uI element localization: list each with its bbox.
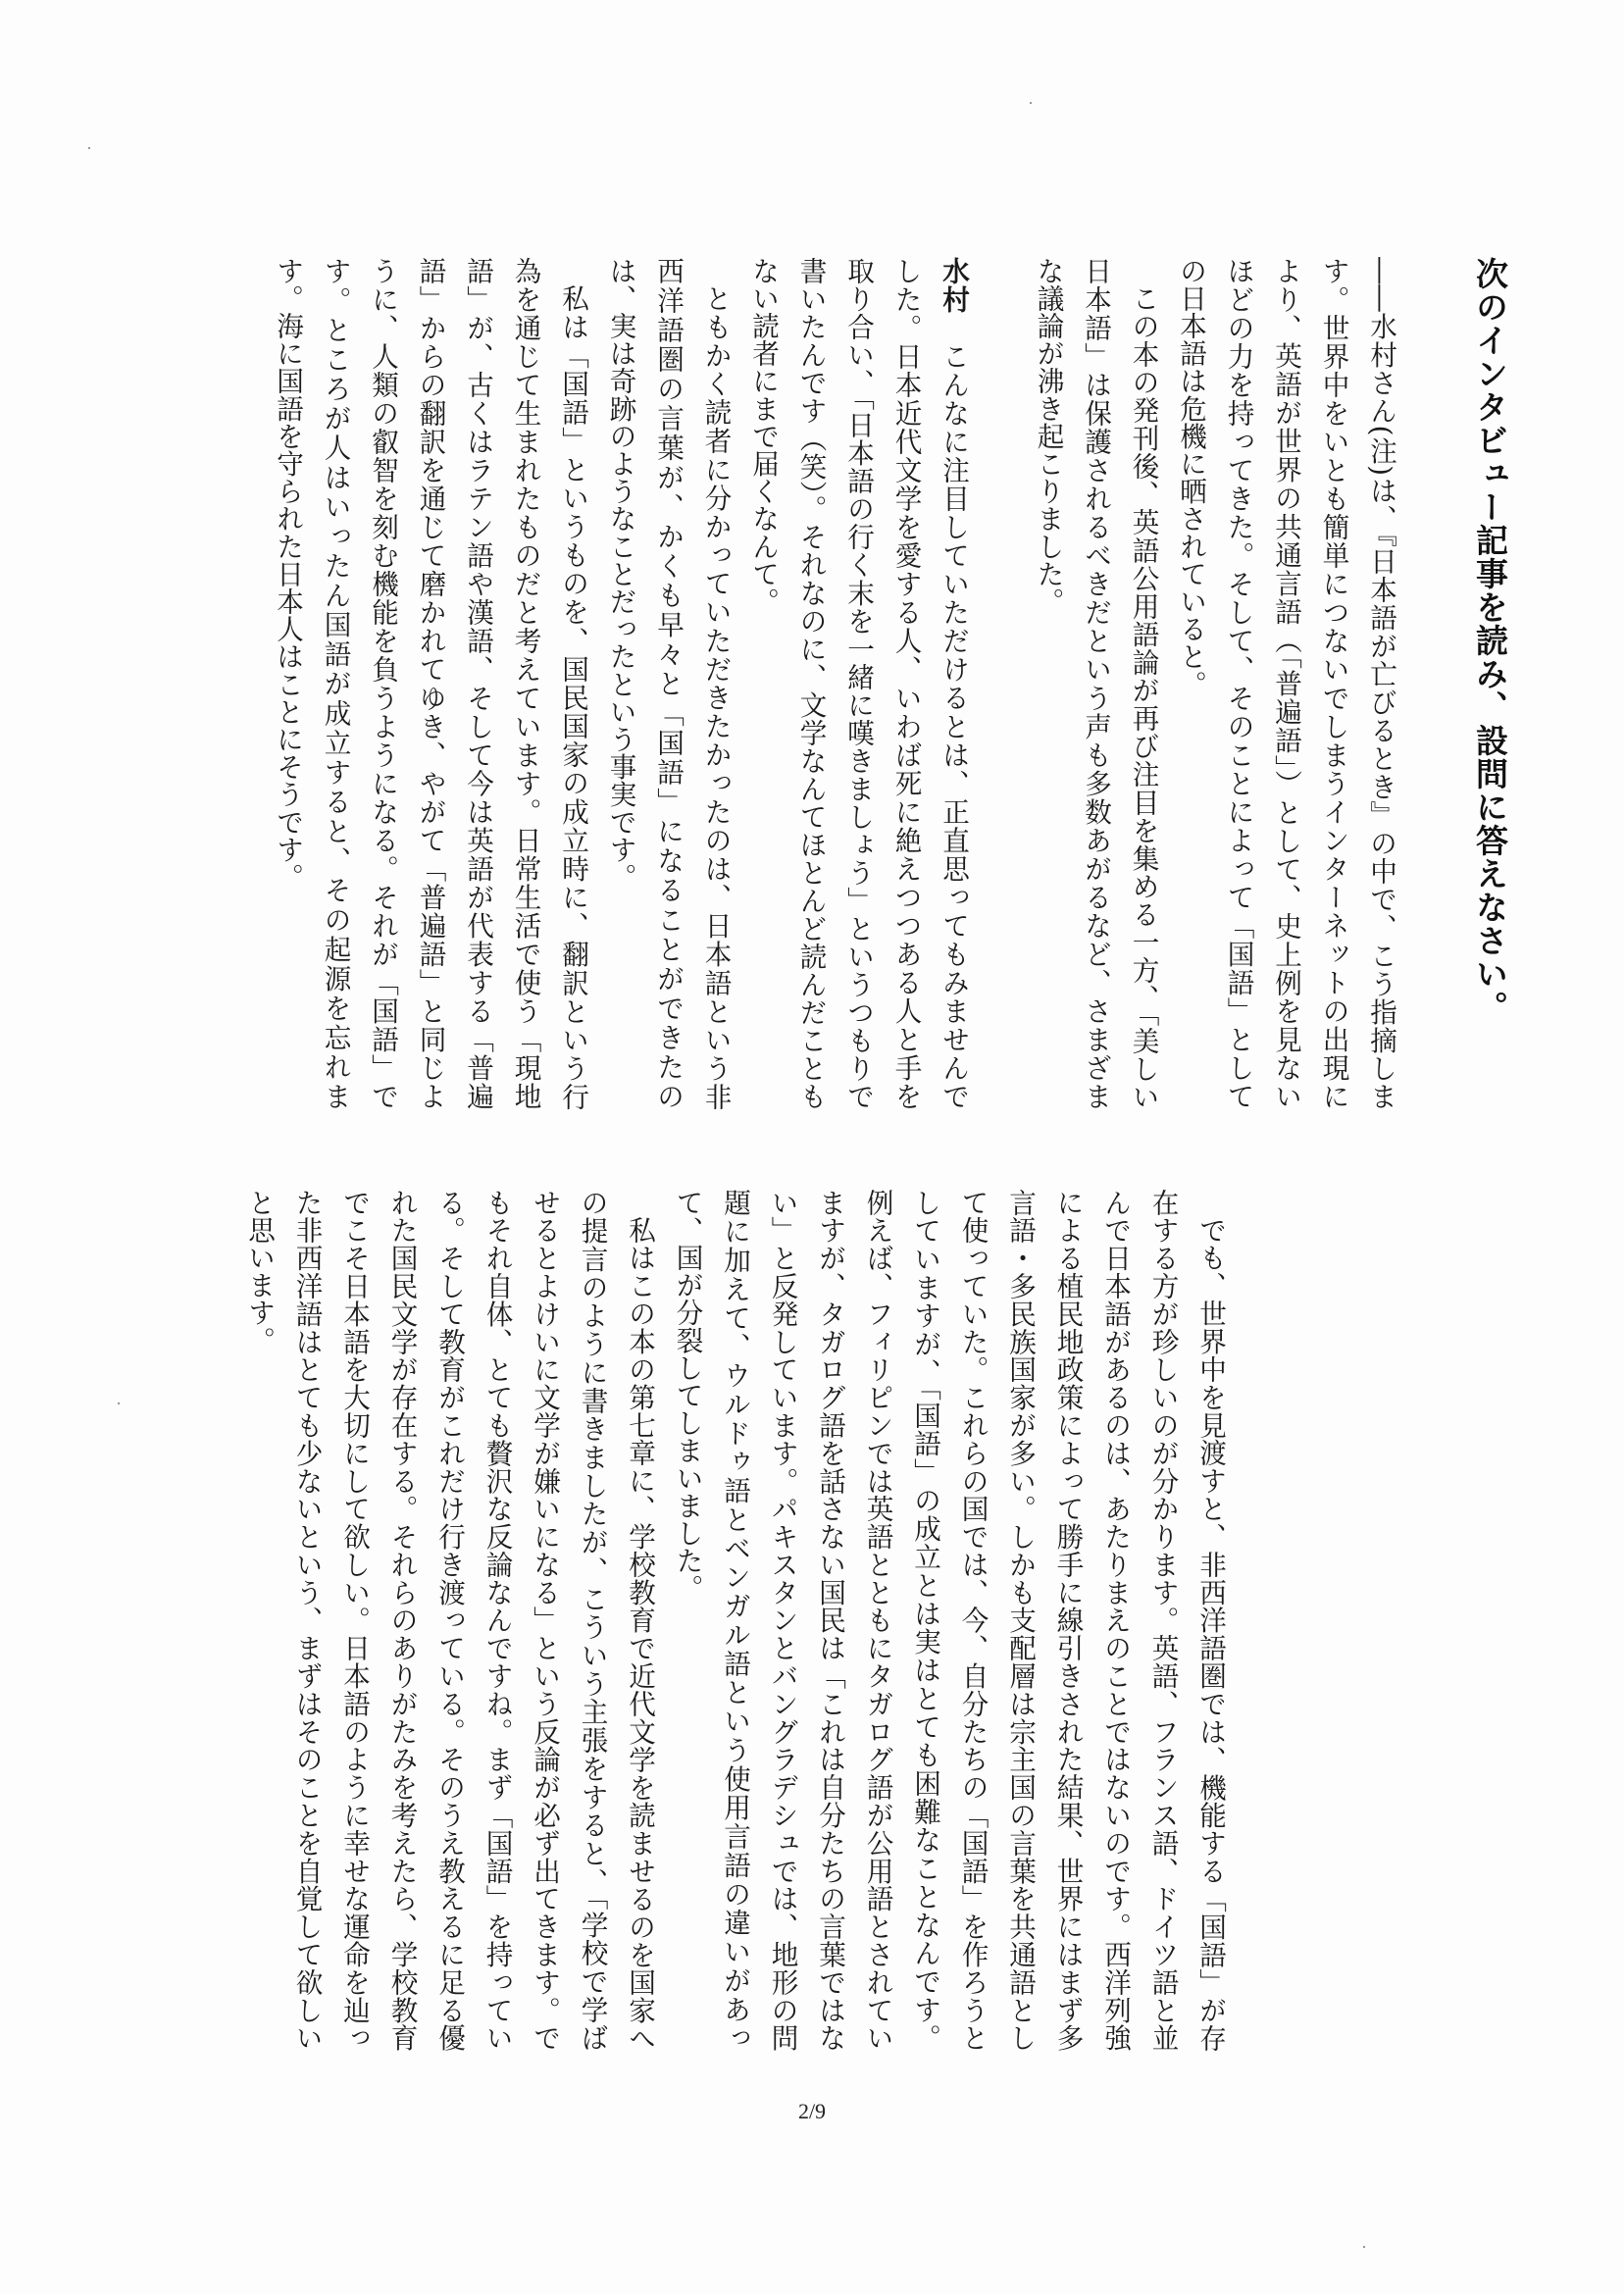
interview-text-upper	[264, 257, 1405, 1110]
question-paragraph-2: この本の発刊後、英語公用語論が再び注目を集める一方、「美しい日本語」は保護されるべきだという声も多数あがるなど、さまざまな議論が沸き起こりました。	[1032, 257, 1160, 1110]
interview-text-lower	[235, 1189, 1235, 2052]
question-text: は、『日本語が亡びるとき』の中で、こう指摘します。世界中をいとも簡単につないでしまうインターネットの出現により、英語が世界の共通言語（「普遍語」）として、史上例を見ないほどの力を持ってきた。そして、そのことによって「国語」としての日本語は危機に晒されていると。	[1175, 257, 1397, 1111]
answer-paragraph-4: でも、世界中を見渡すと、非西洋語圏では、機能する「国語」が存在する方が珍しいのが分かります。英語、フランス語、ドイツ語と並んで日本語があるのは、あたりまえのことではないのです。西洋列強による植民地政策によって勝手に線引きされた結果、世界にはまず多言語・多民族国家が多い。しかも支配層は宗主国の言葉を共通語として使っていた。これらの国では、今、自分たちの「国語」を作ろうとしていますが、「国語」の成立とは実はとても困難なことなんです。例えば、フィリピンでは英語とともにタガログ語が公用語とされていますが、タガログ語を話さない国民は「これは自分たちの言葉ではない」と反発しています。パキスタンとバングラデシュでは、地形の問題に加えて、ウルドゥ語とベンガル語という使用言語の違いがあって、国が分裂してしまいました。	[671, 1189, 1227, 2052]
speaker-label: 水村	[938, 257, 970, 315]
answer-paragraph-1	[739, 257, 978, 1110]
page-number: 2/9	[797, 2099, 827, 2123]
scan-speck	[1030, 102, 1032, 104]
answer-text: こんなに注目していただけるとは、正直思ってもみませんでした。日本近代文学を愛する人、いわば死に絶えつつある人と手を取り合い、「日本語の行く末を一緒に嘆きましょう」というつもりで書いたんです（笑）。それなのに、文学なんてほとんど読んだこともない読者にまで届くなんて。	[747, 257, 970, 1110]
footnote-marker: (注)	[1365, 425, 1397, 477]
answer-paragraph-3: 私は「国語」というものを、国民国家の成立時に、翻訳という行為を通じて生まれたものだと考えています。日常生活で使う「現地語」が、古くはラテン語や漢語、そして今は英語が代表する「普遍語」からの翻訳を通じて磨かれてゆき、やがて「普遍語」と同じように、人類の叡智を刻む機能を負うようになる。それが「国語」です。ところが人はいったん国語が成立すると、その起源を忘れます。海に国語を守られた日本人はことにそうです。	[272, 257, 589, 1110]
interviewer-mark: ――水村さん	[1365, 257, 1397, 426]
paragraph-gap	[977, 257, 1024, 258]
answer-paragraph-2: ともかく読者に分かっていただきたかったのは、日本語という非西洋語圏の言葉が、かくも早々と「国語」になることができたのは、実は奇跡のようなことだったという事実です。	[604, 257, 733, 1110]
instruction-heading: 次のインタビュー記事を読み、設問に答えなさい。	[1471, 257, 1509, 1024]
scan-speck	[118, 1402, 120, 1404]
scan-speck	[1363, 2246, 1365, 2248]
scan-speck	[88, 147, 90, 149]
answer-paragraph-5: 私はこの本の第七章に、学校教育で近代文学を読ませるのを国家への提言のように書きましたが、こういう主張をすると、「学校で学ばせるとよけいに文学が嫌いになる」という反論が必ず出てきます。でもそれ自体、とても贅沢な反論なんですね。まず「国語」を持っている。そして教育がこれだけ行き渡っている。そのうえ教えるに足る優れた国民文学が存在する。それらのありがたみを考えたら、学校教育でこそ日本語を大切にして欲しい。日本語のように幸せな運命を辿った非西洋語はとても少ないという、まずはそのことを自覚して欲しいと思います。	[243, 1189, 656, 2052]
question-paragraph-1	[1167, 257, 1405, 1110]
